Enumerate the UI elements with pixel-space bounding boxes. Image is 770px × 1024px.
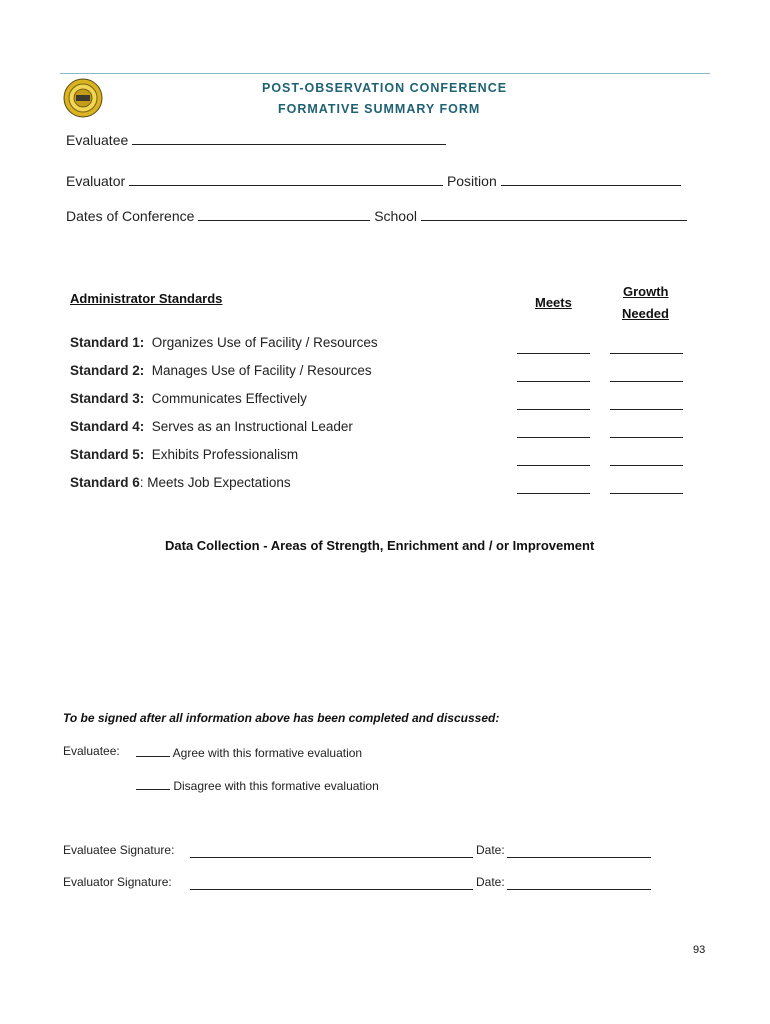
evaluator-signature-label: Evaluator Signature: [63, 875, 172, 889]
standard-row-2 [70, 363, 372, 378]
col-growth-heading-line1: Growth [623, 284, 669, 299]
standard-row-5 [70, 447, 298, 462]
growth-blank-4[interactable] [610, 437, 683, 438]
standard-text: Communicates Effectively [151, 391, 307, 406]
standard-number: Standard 1: [70, 335, 145, 350]
form-title-line2: FORMATIVE SUMMARY FORM [278, 102, 481, 116]
school-label: School [374, 208, 417, 224]
growth-blank-1[interactable] [610, 353, 683, 354]
evaluatee-signature-label: Evaluatee Signature: [63, 843, 175, 857]
school-input-line[interactable] [421, 206, 687, 221]
col-meets-heading: Meets [535, 295, 572, 310]
meets-blank-4[interactable] [517, 437, 590, 438]
growth-blank-3[interactable] [610, 409, 683, 410]
disagree-blank[interactable] [136, 777, 170, 790]
evaluatee-input-line[interactable] [132, 130, 446, 145]
evaluator-date-line[interactable] [507, 889, 651, 890]
form-title-line1: POST-OBSERVATION CONFERENCE [262, 81, 508, 95]
signoff-note: To be signed after all information above has been completed and discussed: [63, 711, 500, 725]
standard-number: Standard 5: [70, 447, 145, 462]
dates-label: Dates of Conference [66, 208, 195, 224]
evaluatee-date-line[interactable] [507, 857, 651, 858]
disagree-option [136, 777, 379, 793]
evaluatee-agree-row [63, 744, 120, 758]
growth-blank-2[interactable] [610, 381, 683, 382]
header-rule [60, 73, 710, 74]
page-number: 93 [693, 944, 706, 956]
standard-text: Serves as an Instructional Leader [151, 419, 353, 434]
agree-blank[interactable] [136, 744, 170, 757]
evaluator-field [66, 171, 681, 189]
standards-heading: Administrator Standards [70, 291, 223, 306]
standard-number: Standard 2: [70, 363, 145, 378]
state-seal-icon [63, 78, 103, 118]
standard-text: Organizes Use of Facility / Resources [151, 335, 378, 350]
dates-field [66, 206, 687, 224]
growth-blank-6[interactable] [610, 493, 683, 494]
dates-input-line[interactable] [198, 206, 370, 221]
standard-row-3 [70, 391, 307, 406]
evaluatee-date-label: Date: [476, 843, 505, 857]
meets-blank-2[interactable] [517, 381, 590, 382]
position-input-line[interactable] [501, 171, 681, 186]
meets-blank-5[interactable] [517, 465, 590, 466]
standard-number: Standard 6 [70, 475, 140, 490]
agree-option [136, 744, 362, 760]
standard-row-1 [70, 335, 378, 350]
col-growth-heading-line2: Needed [622, 306, 669, 321]
meets-blank-3[interactable] [517, 409, 590, 410]
evaluator-date-label: Date: [476, 875, 505, 889]
data-collection-heading: Data Collection - Areas of Strength, Enrichment and / or Improvement [165, 538, 595, 553]
standard-text: Exhibits Professionalism [151, 447, 299, 462]
disagree-text: Disagree with this formative evaluation [173, 779, 379, 793]
evaluatee-choice-label: Evaluatee: [63, 744, 120, 758]
evaluatee-field [66, 130, 446, 148]
meets-blank-6[interactable] [517, 493, 590, 494]
evaluatee-label: Evaluatee [66, 132, 129, 148]
standard-row-6 [70, 475, 291, 490]
position-label: Position [446, 173, 497, 189]
evaluator-input-line[interactable] [129, 171, 443, 186]
standard-number: Standard 3: [70, 391, 145, 406]
evaluator-label: Evaluator [66, 173, 126, 189]
meets-blank-1[interactable] [517, 353, 590, 354]
growth-blank-5[interactable] [610, 465, 683, 466]
standard-number: Standard 4: [70, 419, 145, 434]
standard-text: : Meets Job Expectations [139, 475, 291, 490]
evaluatee-signature-line[interactable] [190, 857, 473, 858]
agree-text: Agree with this formative evaluation [172, 746, 363, 760]
evaluator-signature-line[interactable] [190, 889, 473, 890]
standard-text: Manages Use of Facility / Resources [151, 363, 372, 378]
standard-row-4 [70, 419, 353, 434]
